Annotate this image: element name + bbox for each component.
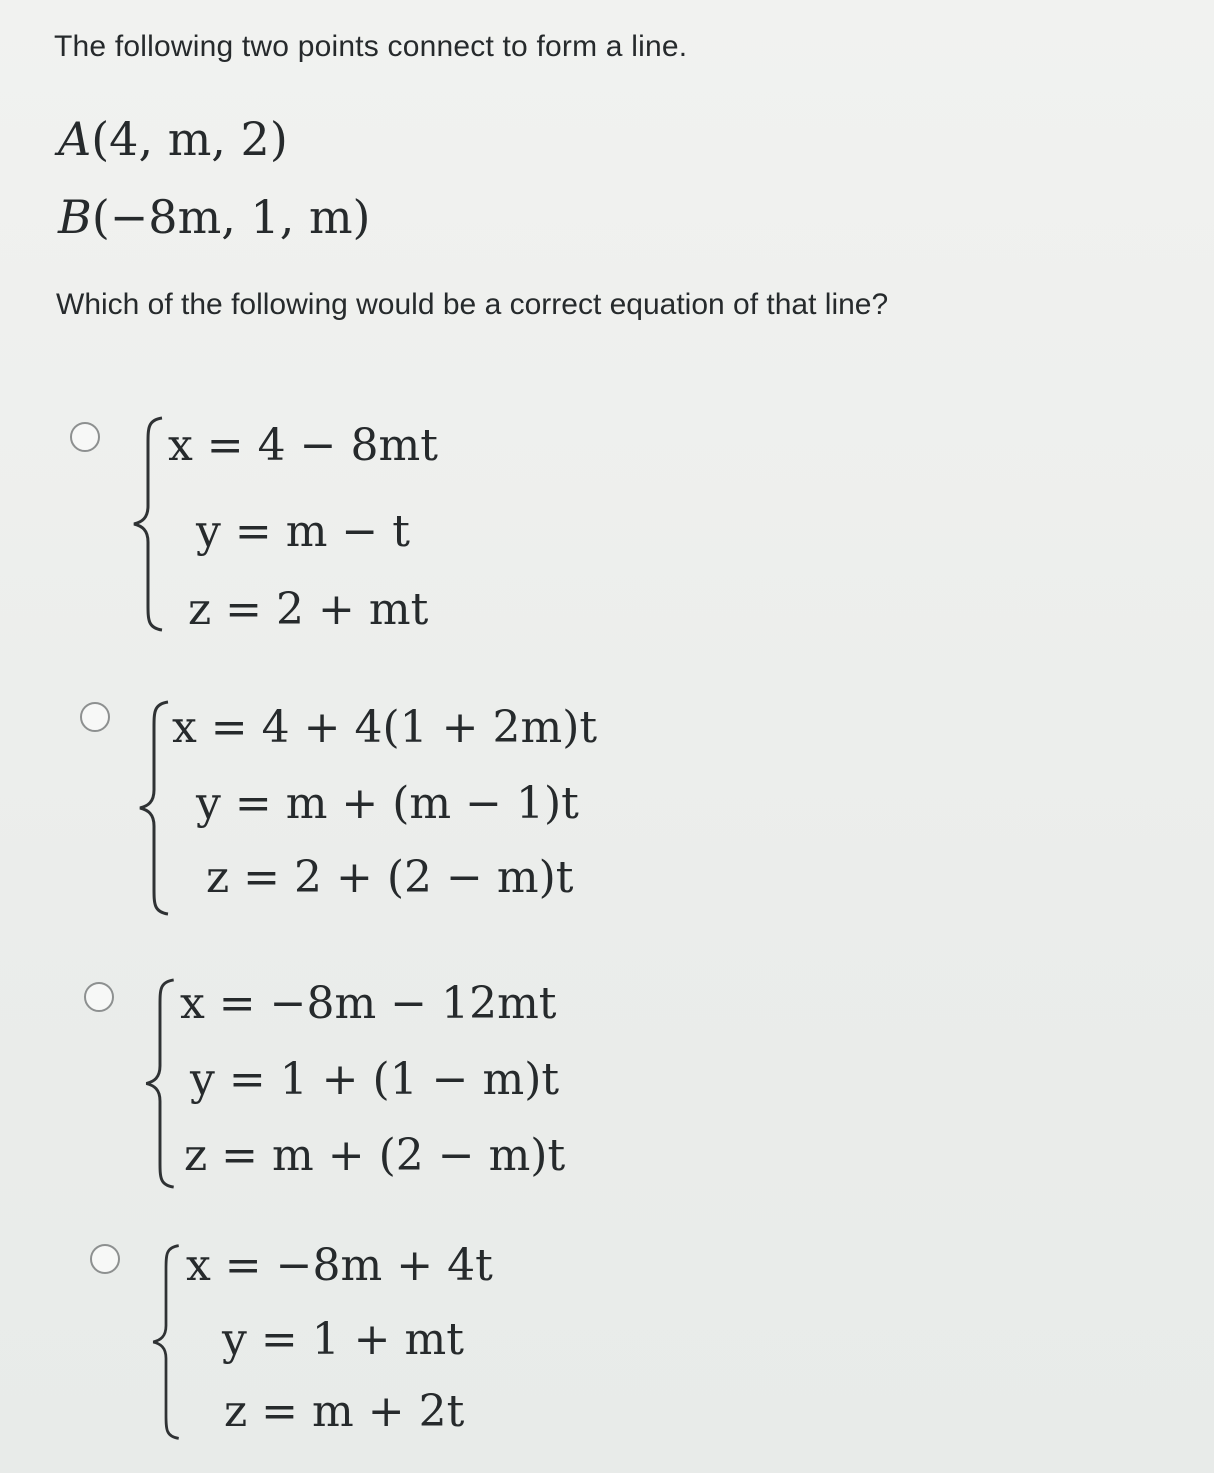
equation-y: y = m + (m − 1)t	[196, 778, 579, 829]
equation-y: y = m − t	[196, 506, 410, 557]
equation-x: x = 4 − 8mt	[168, 420, 438, 471]
radio-button-option-3[interactable]	[84, 982, 114, 1012]
radio-button-option-2[interactable]	[80, 702, 110, 732]
equation-x: x = 4 + 4(1 + 2m)t	[172, 702, 598, 753]
equation-x: x = −8m − 12mt	[180, 978, 557, 1029]
equation-y: y = 1 + mt	[222, 1314, 464, 1365]
equation-x: x = −8m + 4t	[186, 1240, 493, 1291]
equation-z: z = 2 + mt	[188, 584, 429, 635]
point-b	[58, 190, 371, 244]
answer-option-4[interactable]	[0, 1234, 760, 1449]
point-b-label: B	[58, 190, 92, 244]
point-a-coords: (4, m, 2)	[91, 112, 288, 166]
answer-option-3[interactable]	[0, 966, 760, 1196]
answer-option-2[interactable]	[0, 688, 760, 928]
left-brace-icon	[140, 976, 180, 1191]
point-a	[58, 112, 288, 166]
left-brace-icon	[128, 414, 168, 634]
answer-option-1[interactable]	[0, 400, 700, 650]
equation-z: z = m + 2t	[224, 1386, 465, 1437]
radio-button-option-1[interactable]	[70, 422, 100, 452]
point-a-label: A	[58, 112, 92, 166]
point-b-coords: (−8m, 1, m)	[91, 190, 371, 244]
equation-y: y = 1 + (1 − m)t	[190, 1054, 560, 1105]
equation-z: z = m + (2 − m)t	[184, 1130, 566, 1181]
equation-z: z = 2 + (2 − m)t	[206, 852, 574, 903]
question-text: Which of the following would be a correct equation of that line?	[56, 288, 889, 321]
question-prompt: The following two points connect to form a line.	[54, 30, 688, 63]
left-brace-icon	[134, 698, 174, 918]
radio-button-option-4[interactable]	[90, 1244, 120, 1274]
left-brace-icon	[146, 1242, 186, 1442]
